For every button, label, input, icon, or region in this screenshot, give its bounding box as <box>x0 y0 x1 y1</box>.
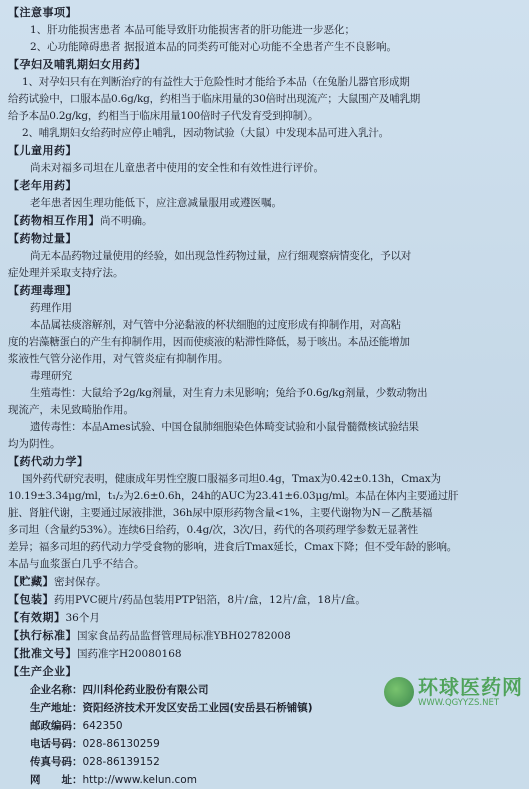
precaution-line: 2、心功能障碍患者 据报道本品的同类药可能对心功能不全患者产生不良影响。 <box>30 41 398 53</box>
section-title-standard: 【执行标准】 <box>8 629 77 642</box>
pharmacology-subtitle: 药理作用 <box>30 302 72 314</box>
elderly-text: 老年患者因生理功能低下，应注意减量服用或遵医嘱。 <box>30 197 282 209</box>
reproductive-line: 生殖毒性：大鼠给予2g/kg剂量，对生育力未见影响；兔给予0.6g/kg剂量，少数动物出 <box>30 387 428 399</box>
pregnancy-line: 给药试验中，口服本品0.6g/kg，约相当于临床用量的30倍时出现流产；大鼠围产及哺乳期 <box>8 93 421 105</box>
watermark <box>384 674 523 708</box>
section-title-storage: 【贮藏】 <box>8 575 54 588</box>
section-title-pregnancy: 【孕妇及哺乳期妇女用药】 <box>8 58 146 71</box>
section-title-package: 【包装】 <box>8 593 54 606</box>
website-link[interactable]: http://www.kelun.com <box>82 774 197 786</box>
approval-text: 国药准字H20080168 <box>77 648 182 660</box>
pk-line: 脏、肾脏代谢，主要通过尿液排泄，36h尿中原形药物含量<1%，主要代谢物为N－乙酰基福 <box>8 507 433 519</box>
standard-text: 国家食品药品监督管理局标准YBH02782008 <box>77 630 291 642</box>
globe-icon <box>384 677 414 707</box>
pharmacology-line: 浆液性气管分泌作用，对气管炎症有抑制作用。 <box>8 353 229 365</box>
expiry-text: 36个月 <box>65 612 100 624</box>
pk-line: 差异；福多司坦的药代动力学受食物的影响，进食后Tmax延长，Cmax下降；但不受年龄的影响。 <box>8 541 458 553</box>
section-title-overdose: 【药物过量】 <box>8 232 77 245</box>
overdose-line: 症处理并采取支持疗法。 <box>8 267 124 279</box>
storage-text: 密封保存。 <box>54 576 107 588</box>
website-label: 网 址： <box>30 774 83 786</box>
pharmacology-line: 本品属祛痰溶解剂，对气管中分泌黏液的杯状细胞的过度形成有抑制作用，对高粘 <box>30 319 401 331</box>
pregnancy-line: 1、对孕妇只有在判断治疗的有益性大于危险性时才能给予本品（在兔胎儿器官形成期 <box>22 76 410 88</box>
postcode: 642350 <box>82 720 123 732</box>
phone: 028-86130259 <box>82 738 160 750</box>
section-title-manufacturer: 【生产企业】 <box>8 665 77 678</box>
company-name: 四川科伦药业股份有限公司 <box>82 684 209 696</box>
precaution-line: 1、肝功能损害患者 本品可能导致肝功能损害者的肝功能进一步恶化； <box>30 24 356 36</box>
address: 资阳经济技术开发区安岳工业园(安岳县石桥铺镇) <box>82 702 313 714</box>
company-name-label: 企业名称： <box>30 684 83 696</box>
overdose-line: 尚无本品药物过量使用的经验，如出现急性药物过量，应行细观察病情变化，予以对 <box>30 250 412 262</box>
section-title-approval: 【批准文号】 <box>8 647 77 660</box>
interaction-text: 尚不明确。 <box>100 215 153 227</box>
section-title-pk: 【药代动力学】 <box>8 455 89 468</box>
pk-line: 国外药代研究表明，健康成年男性空腹口服福多司坦0.4g，Tmax为0.42±0.13h，Cmax为 <box>22 473 441 485</box>
toxicity-subtitle: 毒理研究 <box>30 370 72 382</box>
genetic-line: 遗传毒性：本品Ames试验、中国仓鼠肺细胞染色体畸变试验和小鼠骨髓微核试验结果 <box>30 421 419 433</box>
phone-label: 电话号码： <box>30 738 83 750</box>
pk-line: 本品与血浆蛋白几乎不结合。 <box>8 558 145 570</box>
pk-line: 10.19±3.34μg/ml，t₁/₂为2.6±0.6h，24h的AUC为23.41±6.03μg/ml。本品在体内主要通过肝 <box>8 490 459 502</box>
pharmacology-line: 度的岩藻糖蛋白的产生有抑制作用，因而使痰液的粘滞性降低，易于咳出。本品还能增加 <box>8 336 410 348</box>
section-title-toxicology: 【药理毒理】 <box>8 284 77 297</box>
pregnancy-line: 2、哺乳期妇女给药时应停止哺乳，因动物试验（大鼠）中发现本品可进入乳汁。 <box>22 127 389 139</box>
watermark-url: WWW.QGYYZS.NET <box>418 697 500 708</box>
section-title-elderly: 【老年用药】 <box>8 179 77 192</box>
fax-label: 传真号码： <box>30 756 83 768</box>
section-title-expiry: 【有效期】 <box>8 611 66 624</box>
postcode-label: 邮政编码： <box>30 720 83 732</box>
watermark-name: 环球医药网 <box>418 674 523 699</box>
genetic-line: 均为阴性。 <box>8 438 61 450</box>
package-text: 药用PVC硬片/药品包装用PTP铝箔，8片/盒，12片/盒，18片/盒。 <box>54 594 366 606</box>
section-title-precautions: 【注意事项】 <box>8 6 77 19</box>
pk-line: 多司坦（含量约53%）。连续6日给药，0.4g/次，3次/日，药代的各项药理学参数无显著性 <box>8 524 418 536</box>
address-label: 生产地址： <box>30 702 83 714</box>
children-text: 尚未对福多司坦在儿童患者中使用的安全性和有效性进行评价。 <box>30 162 324 174</box>
section-title-interaction: 【药物相互作用】 <box>8 214 100 227</box>
fax: 028-86139152 <box>82 756 160 768</box>
reproductive-line: 现流产，未见致畸胎作用。 <box>8 404 134 416</box>
section-title-children: 【儿童用药】 <box>8 144 77 157</box>
pregnancy-line: 给予本品0.2g/kg，约相当于临床用量100倍时子代发育受到抑制）。 <box>8 110 319 122</box>
